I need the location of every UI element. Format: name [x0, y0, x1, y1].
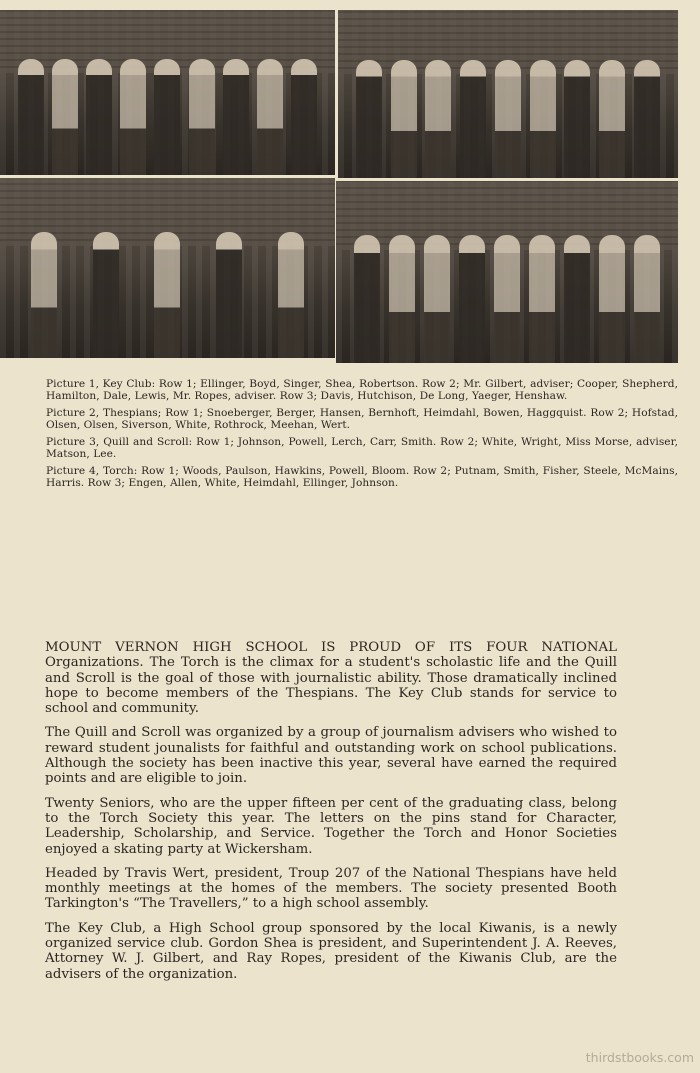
- paragraph-thespians: Headed by Travis Wert, president, Troup 207 of the National Thespians have held monthly meetings at the homes of the members. The society presented Booth Tarkington's “The Travellers,” to a high school assembly.: [45, 865, 617, 912]
- watermark: thirdstbooks.com: [585, 1050, 694, 1065]
- caption-picture-4: Picture 4, Torch: Row 1; Woods, Paulson, Hawkins, Powell, Bloom. Row 2; Putnam, Smith, Fisher, Steele, McMains, Harris. Row 3; Engen, Allen, White, Heimdahl, Ellinger, Johnson.: [46, 465, 678, 489]
- article-body: [45, 640, 617, 991]
- photo-key-club: [0, 10, 335, 175]
- caption-picture-3: Picture 3, Quill and Scroll: Row 1; Johnson, Powell, Lerch, Carr, Smith. Row 2; White, Wright, Miss Morse, adviser, Matson, Lee.: [46, 436, 678, 460]
- caption-picture-2: Picture 2, Thespians; Row 1; Snoeberger, Berger, Hansen, Bernhoft, Heimdahl, Bowen, Haggquist. Row 2; Hofstad, Olsen, Olsen, Siverson, White, Rothrock, Meehan, Wert.: [46, 407, 678, 431]
- photo-thespians: [338, 10, 678, 178]
- paragraph-torch: Twenty Seniors, who are the upper fifteen per cent of the graduating class, belong to the Torch Society this year. The letters on the pins stand for Character, Leadership, Scholarship, and Service. Together the Torch and Honor Societies enjoyed a skating party at Wickersham.: [45, 795, 617, 857]
- paragraph-intro: MOUNT VERNON HIGH SCHOOL IS PROUD OF ITS FOUR NATIONAL Organizations. The Torch is the climax for a student's scholastic life and the Quill and Scroll is the goal of those with journalistic ability. Those dramatically inclined hope to become members of the Thespians. The Key Club stands for service to school and community.: [45, 640, 617, 717]
- photo-quill-and-scroll: [0, 178, 335, 358]
- paragraph-quill-and-scroll: The Quill and Scroll was organized by a group of journalism advisers who wished to reward student jounalists for faithful and outstanding work on school publications. Although the society has been inactive this year, several have earned the required points and are eligible to join.: [45, 725, 617, 787]
- photo-captions: [46, 378, 678, 494]
- photo-torch: [336, 181, 678, 363]
- paragraph-key-club: The Key Club, a High School group sponsored by the local Kiwanis, is a newly organized service club. Gordon Shea is president, and Superintendent J. A. Reeves, Attorney W. J. Gilbert, and Ray Ropes, president of the Kiwanis Club, are the advisers of the organization.: [45, 920, 617, 982]
- caption-picture-1: Picture 1, Key Club: Row 1; Ellinger, Boyd, Singer, Shea, Robertson. Row 2; Mr. Gilbert, adviser; Cooper, Shepherd, Hamilton, Dale, Lewis, Mr. Ropes, adviser. Row 3; Davis, Hutchison, De Long, Yaeger, Henshaw.: [46, 378, 678, 402]
